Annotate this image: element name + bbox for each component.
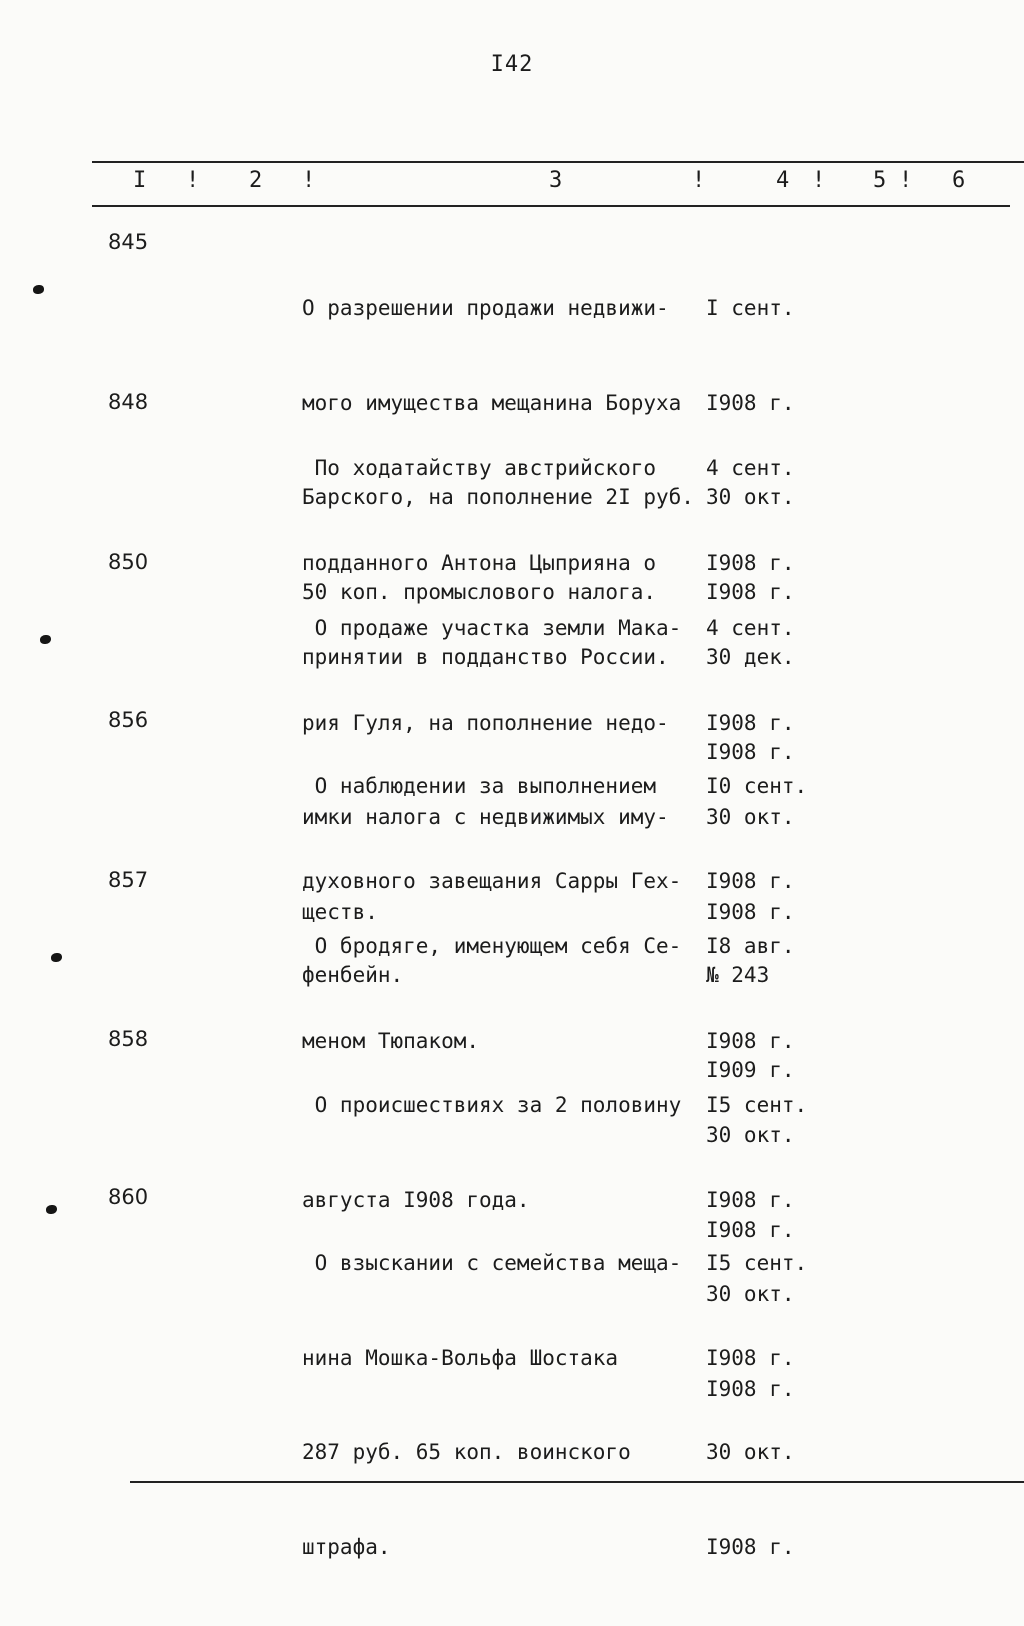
record-title: О происшествиях за 2 половину августа I908 года. (302, 1093, 682, 1212)
record-number: 860 (108, 1185, 149, 1209)
record-dates: I сент. I908 г. 30 окт. I908 г. (706, 296, 795, 604)
record-title: О разрешении продажи недвижи- мого имущества мещанина Боруха Барского, на пополнение 2I руб. 50 коп. промыслового налога. (302, 296, 694, 604)
record-number: 856 (108, 708, 149, 732)
top-rule (92, 161, 1024, 163)
record-number: 857 (108, 868, 149, 892)
record-title: О наблюдении за выполнением духовного завещания Сарры Гех- фенбейн. (302, 774, 682, 987)
header-col-2: 2 (249, 168, 263, 193)
punch-hole-mark (40, 635, 51, 644)
punch-hole-mark (33, 285, 44, 294)
record-number: 845 (108, 230, 149, 254)
record-title: О продаже участка земли Мака- рия Гуля, на пополнение недо- имки налога с недвижимых иму- ществ. (302, 616, 682, 924)
header-col-1: I (133, 168, 147, 193)
record-dates: I5 сент. I908 г. 30 окт. I908 г. (706, 1093, 808, 1401)
header-separator: ! (302, 168, 316, 193)
punch-hole-mark (46, 1205, 57, 1214)
record-number: 850 (108, 550, 149, 574)
header-col-5: 5 (873, 168, 887, 193)
bottom-rule (130, 1481, 1024, 1483)
record-title: По ходатайству австрийского подданного Антона Цыприяна о принятии в подданство России. (302, 456, 669, 669)
header-separator: ! (812, 168, 826, 193)
record-dates: 4 сент. I908 г. 30 дек. I908 г. (706, 456, 795, 764)
header-separator: ! (692, 168, 706, 193)
record-title: О бродяге, именующем себя Се- меном Тюпаком. (302, 934, 682, 1053)
record-dates: 4 сент. I908 г. 30 окт. I908 г. (706, 616, 795, 924)
page-number: I42 (490, 52, 534, 77)
record-dates: I5 сент. I908 г. 30 окт. I908 г. (706, 1251, 808, 1559)
record-title: О взыскании с семейства меща- нина Мошка-Вольфа Шостака 287 руб. 65 коп. воинского штрафа. (302, 1251, 682, 1559)
header-col-4: 4 (776, 168, 790, 193)
header-separator: ! (186, 168, 200, 193)
record-number: 858 (108, 1027, 149, 1051)
header-col-6: 6 (952, 168, 966, 193)
header-col-3: 3 (549, 168, 563, 193)
punch-hole-mark (51, 953, 62, 962)
header-separator: ! (899, 168, 913, 193)
record-dates: I0 сент. I908 г. № 243 I909 г. (706, 774, 808, 1082)
record-dates: I8 авг. I908 г. 30 окт. I908 г. (706, 934, 795, 1242)
record-number: 848 (108, 390, 149, 414)
header-rule (92, 205, 1010, 207)
